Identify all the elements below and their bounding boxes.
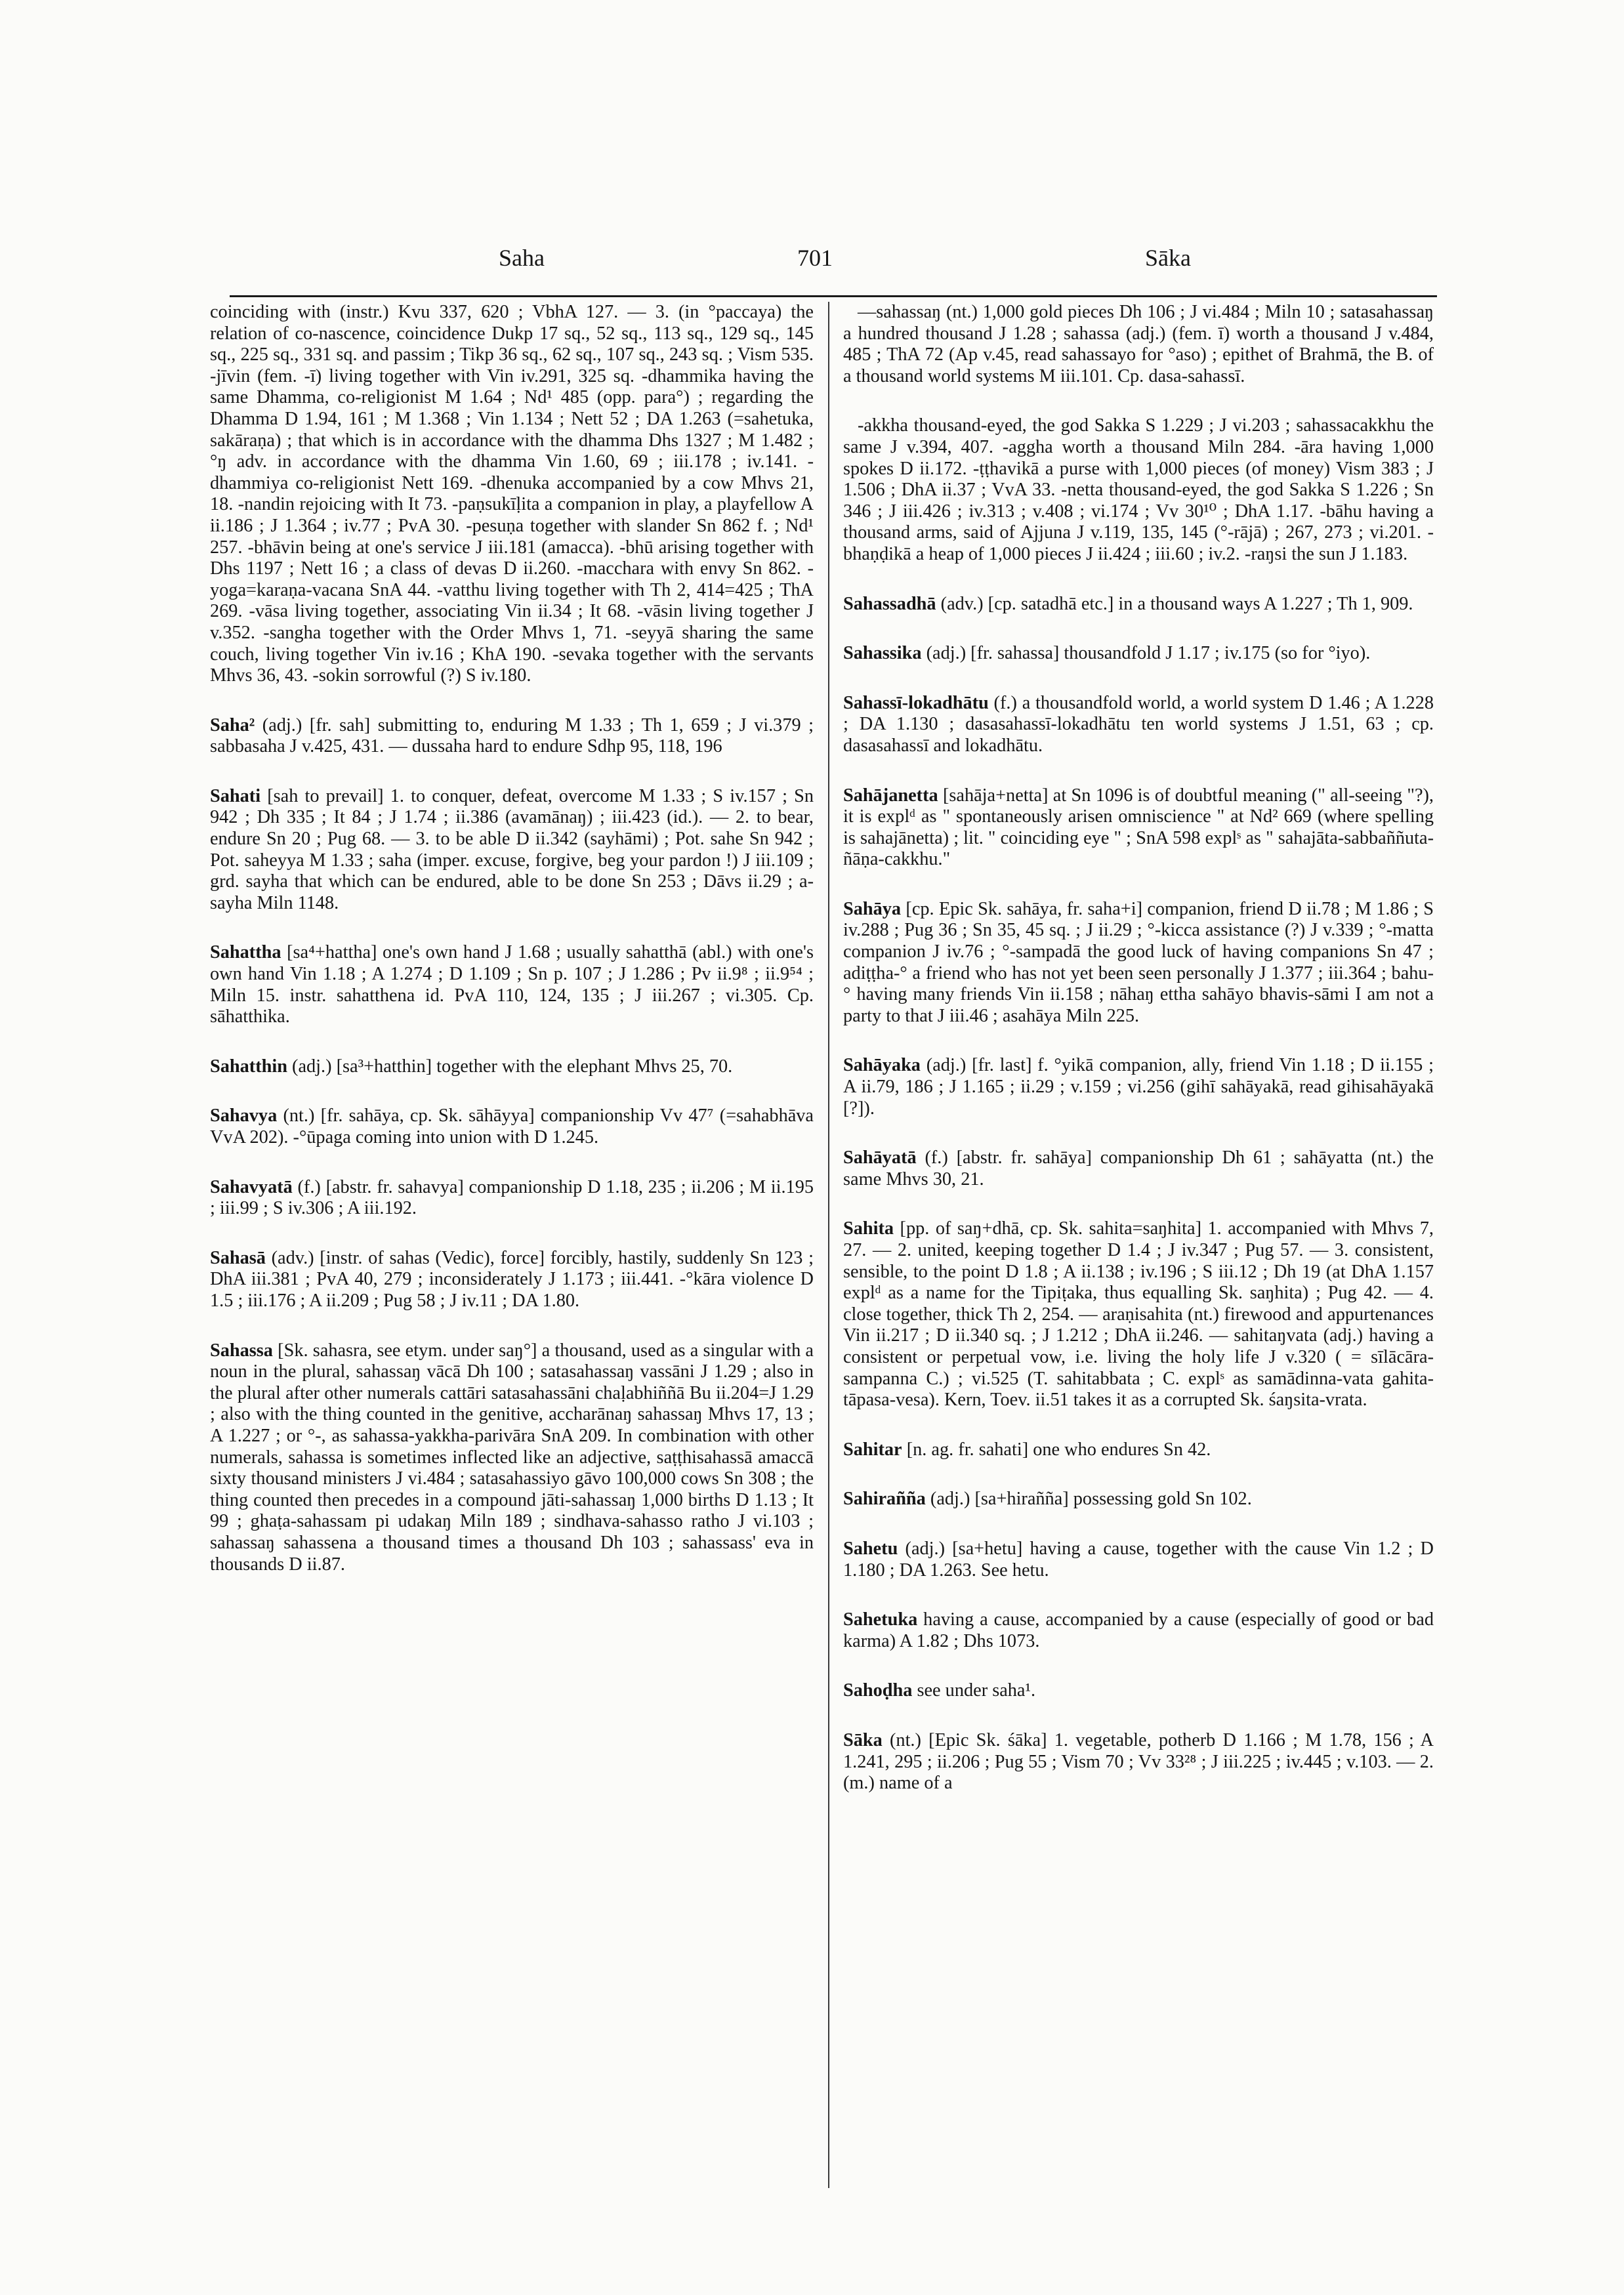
dictionary-entry [843,302,1434,387]
entry-definition: (adv.) [instr. of sahas (Vedic), force] forcibly, hastily, suddenly Sn 123 ; DhA iii.381 ; PvA 40, 279 ; inconsiderately J 1.173 ; iii.441. -°kāra violence D 1.5 ; iii.176 ; A ii.209 ; Pug 58 ; J iv.11 ; DA 1.80. [210,1247,814,1311]
page-header [217,244,1437,290]
dictionary-entry [210,942,814,1027]
dictionary-entry [843,1609,1434,1652]
entry-headword: Sāka [843,1729,883,1750]
entry-headword: Sahassī-lokadhātu [843,692,989,713]
dictionary-entry [210,1177,814,1220]
column-divider [828,302,829,2188]
entry-headword: Sahassadhā [843,593,936,614]
entry-headword: Sahāya [843,898,902,919]
entry-definition: (adv.) [cp. satadhā etc.] in a thousand ways A 1.227 ; Th 1, 909. [936,593,1413,614]
dictionary-entry [843,643,1434,665]
entry-headword: Sahetu [843,1538,898,1559]
entry-headword: Sahasā [210,1247,266,1268]
dictionary-entry [843,1148,1434,1190]
entry-definition: see under saha¹. [912,1680,1036,1701]
entry-definition: having a cause, accompanied by a cause (especially of good or bad karma) A 1.82 ; Dhs 1073. [843,1609,1434,1651]
entry-headword: Sahājanetta [843,785,938,806]
dictionary-entry [843,1489,1434,1510]
entry-definition: [n. ag. fr. sahati] one who endures Sn 42. [902,1439,1211,1460]
entry-headword: Sahāyaka [843,1055,921,1076]
entry-definition: [Sk. sahasra, see etym. under saŋ°] a thousand, used as a singular with a noun in the plural, sahassaŋ vācā Dh 100 ; satasahassaŋ vassāni J 1.29 ; also in the plural after other numerals cattāri satasahassāni chaḷabhiññā Bu ii.204=J 1.29 ; also with the thing counted in the genitive, accharānaŋ sahassaŋ Mhvs 17, 13 ; A 1.227 ; or °-, as sahassa-yakkha-parivāra SnA 209. In combination with other numerals, sahassa is sometimes inflected like an adjective, saṭṭhisahassā amaccā sixty thousand ministers J vi.484 ; satasahassiyo gāvo 100,000 cows Sn 308 ; the thing counted then precedes in a compound jāti-sahassaŋ 1,000 births D 1.13 ; It 99 ; ghaṭa-sahassam pi udakaŋ Miln 189 ; sindhava-sahasso ratho J vi.103 ; sahassaŋ sahassena a thousand times a thousand Dh 103 ; sahassass' eva in thousands D ii.87. [210,1340,814,1575]
entry-headword: Sahoḍha [843,1680,913,1701]
dictionary-entry [843,899,1434,1027]
entry-headword: Sahita [843,1218,894,1239]
entry-headword: Sahattha [210,942,281,963]
entry-definition: [sah to prevail] 1. to conquer, defeat, overcome M 1.33 ; S iv.157 ; Sn 942 ; Dh 335 ; It 84 ; J 1.74 ; ii.386 (avamānaŋ) ; iii.423 (id.). — 2. to bear, endure Sn 20 ; Pug 68. — 3. to be able D ii.342 (sayhāmi) ; Pot. sahe Sn 942 ; Pot. saheyya M 1.33 ; saha (imper. excuse, forgive, beg your pardon !) J iii.109 ; grd. sayha that which can be endured, able to be done Sn 253 ; Dāvs ii.29 ; a-sayha Miln 1148. [210,785,814,913]
left-column [210,302,814,1603]
entry-definition: (f.) [abstr. fr. sahāya] companionship Dh 61 ; sahāyatta (nt.) the same Mhvs 30, 21. [843,1148,1434,1189]
entry-definition: [pp. of saŋ+dhā, cp. Sk. sahita=saŋhita] 1. accompanied with Mhvs 7, 27. — 2. united, keeping together D 1.4 ; J iv.347 ; Pug 57. — 3. consistent, sensible, to the point D 1.8 ; A ii.138 ; iv.196 ; S iii.12 ; Dh 19 (at DhA 1.157 explᵈ as a name for the Tipiṭaka, thus equalling Sk. saŋhita) ; Pug 42. — 4. close together, thick Th 2, 254. — araṇisahita (nt.) firewood and appurtenances Vin ii.217 ; D ii.340 sq. ; J 1.212 ; DhA ii.246. — sahitaŋvata (adj.) having a consistent or perpetual vow, i.e. living the holy life J v.320 ( = sīlācāra-sampanna C.) ; vi.525 (T. sahitabbata ; C. explˢ as samādinna-vata gahita-tāpasa-vesa). Kern, Toev. ii.51 takes it as a corrupted Sk. śaŋsita-vrata. [843,1218,1434,1411]
dictionary-entry [843,415,1434,565]
dictionary-entry [843,1218,1434,1411]
dictionary-entry [843,1539,1434,1581]
entry-definition: (adj.) [fr. last] f. °yikā companion, ally, friend Vin 1.18 ; D ii.155 ; A ii.79, 186 ; J 1.165 ; ii.29 ; v.159 ; vi.256 (gihī sahāyakā, read gihisahāyakā [?]). [843,1055,1434,1119]
entry-definition: (f.) a thousandfold world, a world system D 1.46 ; A 1.228 ; DA 1.130 ; dasasahassī-lokadhātu ten world systems J 1.51, 63 ; cp. dasasahassī and lokadhātu. [843,692,1434,756]
entry-headword: Sahati [210,785,261,806]
dictionary-entry [210,302,814,687]
entry-definition: [cp. Epic Sk. sahāya, fr. saha+i] companion, friend D ii.78 ; M 1.86 ; S iv.288 ; Pug 36 ; Sn 35, 45 sq. ; J ii.29 ; °-kicca assistance (?) J v.339 ; °-matta companion J iv.76 ; °-sampadā the good luck of having companions Sn 47 ; adiṭṭha-° a friend who has not yet been seen personally J 1.377 ; iii.364 ; bahu-° having many friends Vin ii.158 ; nāhaŋ ettha sahāyo bhavis-sāmi I am not a party to that J iii.46 ; asahāya Miln 225. [843,898,1434,1026]
entry-headword: Saha² [210,714,255,735]
dictionary-entry [843,693,1434,757]
header-rule [230,295,1437,297]
entry-headword: Sahassa [210,1340,273,1361]
dictionary-entry [843,1439,1434,1461]
entry-definition: -akkha thousand-eyed, the god Sakka S 1.229 ; J vi.203 ; sahassacakkhu the same J v.394, 407. -aggha worth a thousand Miln 284. -āra having 1,000 spokes D ii.172. -ṭṭhavikā a purse with 1,000 pieces (of money) Vism 383 ; J 1.506 ; DhA ii.37 ; VvA 33. -netta thousand-eyed, the god Sakka S 1.226 ; Sn 346 ; J iii.426 ; iv.313 ; v.408 ; vi.174 ; Vv 30¹⁰ ; DhA 1.17. -bāhu having a thousand arms, said of Ajjuna J v.119, 135, 145 (°-rājā) ; 267, 273 ; vi.201. -bhaṇḍikā a heap of 1,000 pieces J ii.424 ; iii.60 ; iv.2. -raŋsi the sun J 1.183. [843,415,1434,564]
entry-definition: (adj.) [fr. sahassa] thousandfold J 1.17 ; iv.175 (so for °iyo). [921,643,1371,664]
entry-headword: Sahatthin [210,1056,287,1077]
dictionary-entry [843,785,1434,871]
entry-definition: —sahassaŋ (nt.) 1,000 gold pieces Dh 106 ; J vi.484 ; Miln 10 ; satasahassaŋ a hundred thousand J 1.28 ; sahassa (adj.) (fem. ī) worth a thousand J v.484, 485 ; ThA 72 (Ap v.45, read sahassayo for °aso) ; epithet of Brahmā, the B. of a thousand world systems M iii.101. Cp. dasa-sahassī. [843,302,1434,386]
entry-definition: (nt.) [Epic Sk. śāka] 1. vegetable, potherb D 1.166 ; M 1.78, 156 ; A 1.241, 295 ; ii.206 ; Pug 55 ; Vism 70 ; Vv 33²⁸ ; J iii.225 ; iv.445 ; v.103. — 2. (m.) name of a [843,1729,1434,1794]
entry-headword: Sahetuka [843,1609,918,1630]
entry-headword: Sahavyatā [210,1176,293,1197]
right-column [843,302,1434,1823]
entry-definition: (adj.) [sa+hetu] having a cause, together with the cause Vin 1.2 ; D 1.180 ; DA 1.263. See hetu. [843,1538,1434,1581]
entry-definition: [sahāja+netta] at Sn 1096 is of doubtful meaning (" all-seeing "?), it is explᵈ as " spontaneously arisen omniscience " at Nd² 669 (where spelling is sahajānetta) ; lit. " coinciding eye " ; SnA 598 explˢ as " sahajāta-sabbaññuta-ñāṇa-cakkhu." [843,785,1434,870]
dictionary-entry [843,1055,1434,1119]
entry-headword: Sahāyatā [843,1148,917,1168]
dictionary-entry [843,1730,1434,1794]
entry-headword: Sahitar [843,1439,902,1460]
entry-definition: (adj.) [sa+hirañña] possessing gold Sn 102. [925,1489,1252,1510]
dictionary-entry [210,1340,814,1576]
entry-definition: (adj.) [sa³+hatthin] together with the elephant Mhvs 25, 70. [287,1056,733,1077]
entry-headword: Sahavya [210,1106,278,1127]
page-number: 701 [797,245,833,271]
entry-headword: Sahassika [843,643,922,664]
dictionary-entry [210,1106,814,1148]
dictionary-entry [210,715,814,758]
entry-definition: (nt.) [fr. sahāya, cp. Sk. sāhāyya] companionship Vv 47⁷ (=sahabhāva VvA 202). -°ūpaga coming into union with D 1.245. [210,1106,814,1148]
dictionary-entry [210,1248,814,1312]
dictionary-entry [210,786,814,915]
entry-definition: (f.) [abstr. fr. sahavya] companionship D 1.18, 235 ; ii.206 ; M ii.195 ; iii.99 ; S iv.306 ; A iii.192. [210,1176,814,1219]
dictionary-entry [210,1056,814,1078]
entry-definition: coinciding with (instr.) Kvu 337, 620 ; VbhA 127. — 3. (in °paccaya) the relation of co-nascence, coincidence Dukp 17 sq., 52 sq., 113 sq., 129 sq., 145 sq., 225 sq., 331 sq. and passim ; Tikp 36 sq., 62 sq., 107 sq., 243 sq. ; Vism 535. -jīvin (fem. -ī) living together with Vin iv.291, 325 sq. -dhammika having the same Dhamma, co-religionist M 1.64 ; Nd¹ 485 (opp. para°) ; regarding the Dhamma D 1.94, 161 ; M 1.368 ; Vin 1.134 ; Nett 52 ; DA 1.263 (=sahetuka, sakāraṇa) ; that which is in accordance with the dhamma Dhs 1327 ; M 1.482 ; °ŋ adv. in accordance with the dhamma Vin 1.60, 69 ; iii.178 ; iv.141. -dhammiya co-religionist Nett 169. -dhenuka accompanied by a cow Mhvs 21, 18. -nandin rejoicing with It 73. -paṇsukīḷita a companion in play, a playfellow A ii.186 ; J 1.364 ; iv.77 ; PvA 30. -pesuṇa together with slander Sn 862 f. ; Nd¹ 257. -bhāvin being at one's service J iii.181 (amacca). -bhū arising together with Dhs 1197 ; Nett 16 ; a class of devas D ii.260. -macchara with envy Sn 862. -yoga=karaṇa-vacana SnA 44. -vatthu living together with Th 2, 414=425 ; ThA 269. -vāsa living together, associating Vin ii.34 ; It 68. -vāsin living together J v.352. -sangha together with the Order Mhvs 1, 71. -seyyā sharing the same couch, living together Vin iv.16 ; KhA 190. -sevaka together with the servants Mhvs 36, 43. -sokin sorrowful (?) S iv.180. [210,302,814,686]
dictionary-entry [843,594,1434,615]
entry-definition: [sa⁴+hattha] one's own hand J 1.68 ; usually sahatthā (abl.) with one's own hand Vin 1.18 ; A 1.274 ; D 1.109 ; Sn p. 107 ; J 1.286 ; Pv ii.9⁸ ; ii.9⁵⁴ ; Miln 15. instr. sahatthena id. PvA 110, 124, 135 ; J iii.267 ; vi.305. Cp. sāhatthika. [210,942,814,1027]
entry-headword: Sahirañña [843,1489,926,1510]
dictionary-entry [843,1680,1434,1702]
header-left-guideword: Saha [499,245,545,271]
entry-definition: (adj.) [fr. sah] submitting to, enduring M 1.33 ; Th 1, 659 ; J vi.379 ; sabbasaha J v.425, 431. — dussaha hard to endure Sdhp 95, 118, 196 [210,714,814,757]
header-right-guideword: Sāka [1145,245,1191,271]
